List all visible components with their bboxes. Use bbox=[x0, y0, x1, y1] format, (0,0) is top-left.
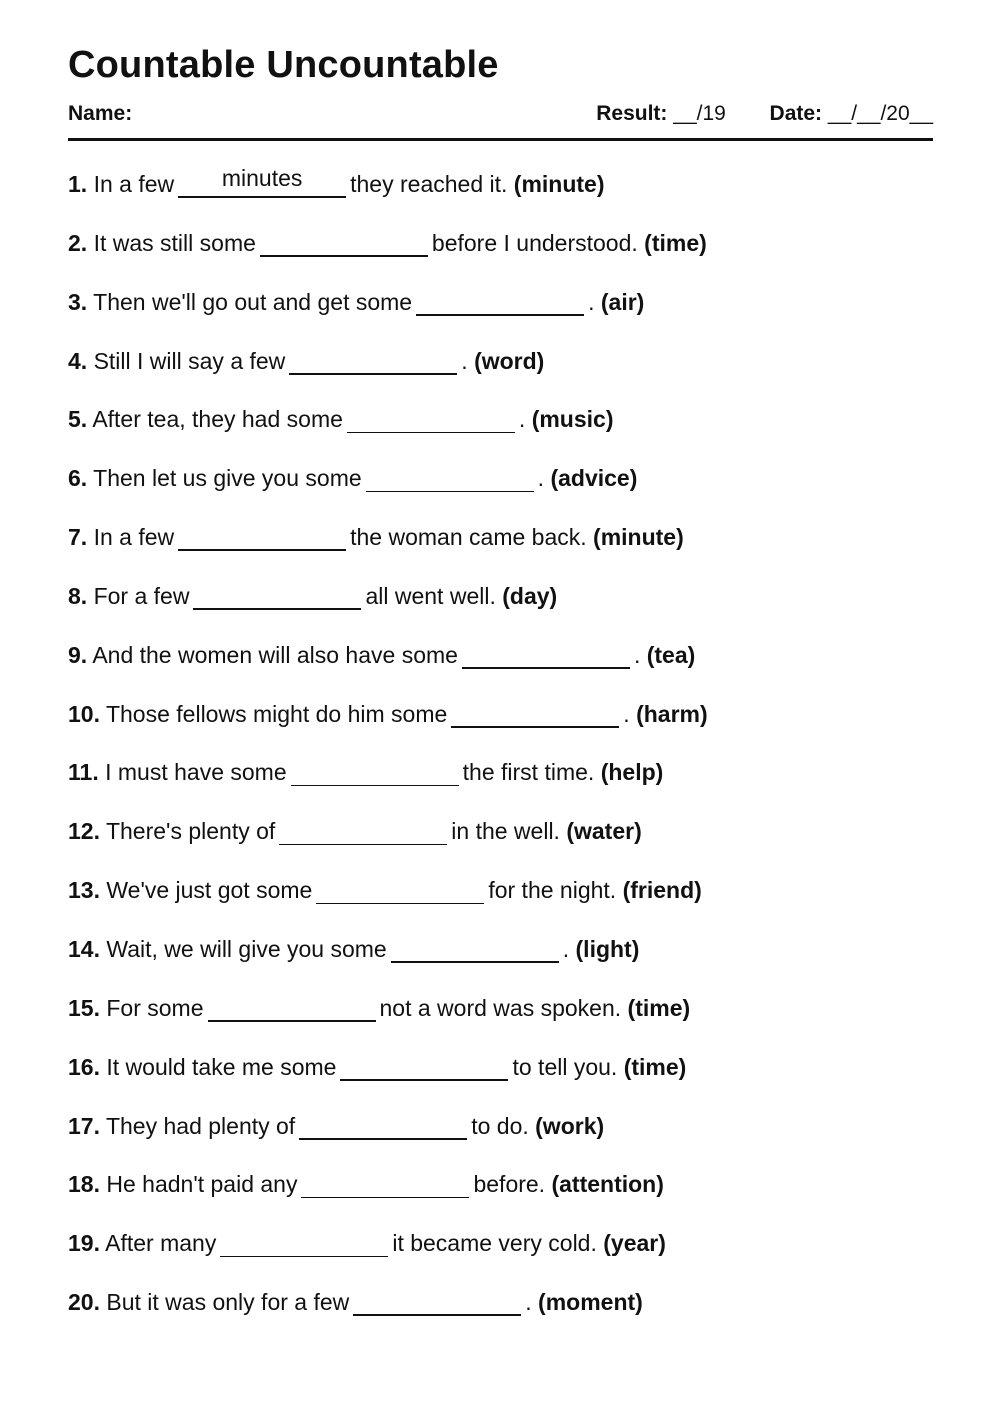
answer-blank[interactable] bbox=[220, 1231, 388, 1257]
question-number: 18. bbox=[68, 1171, 100, 1198]
question-hint: (word) bbox=[474, 347, 545, 374]
question-text-before: I must have some bbox=[105, 759, 287, 786]
question-text-after: for the night. bbox=[488, 877, 617, 904]
question-hint: (attention) bbox=[551, 1171, 664, 1198]
question-text-after: . bbox=[562, 935, 570, 962]
question-number: 11. bbox=[68, 759, 99, 786]
question-item bbox=[68, 1167, 933, 1226]
question-text-after: . bbox=[623, 700, 630, 727]
answer-blank[interactable] bbox=[178, 165, 346, 198]
answer-blank[interactable] bbox=[291, 760, 459, 786]
question-item bbox=[68, 167, 933, 226]
question-text-before: After many bbox=[105, 1230, 217, 1257]
question-item bbox=[68, 697, 933, 756]
question-text-after: all went well. bbox=[365, 582, 496, 609]
question-text-before: In a few bbox=[93, 524, 175, 551]
question-item bbox=[68, 579, 933, 638]
question-number: 20. bbox=[68, 1289, 100, 1316]
answer-blank[interactable] bbox=[353, 1290, 521, 1316]
question-hint: (help) bbox=[600, 759, 664, 786]
question-text-before: We've just got some bbox=[106, 877, 313, 904]
question-text-after: to tell you. bbox=[512, 1053, 618, 1080]
question-item bbox=[68, 226, 933, 285]
question-item bbox=[68, 344, 933, 403]
question-hint: (light) bbox=[575, 935, 640, 962]
answer-blank[interactable] bbox=[193, 584, 361, 610]
question-hint: (time) bbox=[623, 1053, 687, 1080]
question-text-after: in the well. bbox=[451, 818, 560, 845]
question-hint: (friend) bbox=[622, 877, 702, 904]
question-text-before: They had plenty of bbox=[105, 1112, 296, 1139]
question-item bbox=[68, 991, 933, 1050]
question-item bbox=[68, 1050, 933, 1109]
question-text-after: the woman came back. bbox=[350, 524, 587, 551]
question-text-before: For some bbox=[106, 994, 204, 1021]
answer-blank[interactable] bbox=[289, 349, 457, 375]
question-hint: (year) bbox=[603, 1230, 666, 1257]
worksheet-title: Countable Uncountable bbox=[68, 44, 499, 86]
question-hint: (air) bbox=[600, 288, 645, 315]
question-number: 7. bbox=[68, 524, 88, 551]
answer-blank[interactable] bbox=[451, 702, 619, 728]
question-number: 4. bbox=[68, 347, 88, 374]
question-text-after: they reached it. bbox=[350, 171, 508, 197]
result-date-group bbox=[596, 102, 933, 126]
question-item bbox=[68, 402, 933, 461]
question-hint: (water) bbox=[566, 818, 642, 845]
question-number: 15. bbox=[68, 994, 100, 1021]
answer-blank[interactable] bbox=[391, 937, 559, 963]
question-number: 16. bbox=[68, 1053, 100, 1080]
name-label: Name: bbox=[68, 102, 133, 125]
question-text-before: Then we'll go out and get some bbox=[93, 288, 413, 315]
question-text-before: After tea, they had some bbox=[92, 406, 343, 433]
question-text-after: . bbox=[518, 406, 526, 433]
question-text-before: But it was only for a few bbox=[106, 1289, 350, 1316]
answer-blank[interactable] bbox=[347, 407, 515, 433]
question-item bbox=[68, 1226, 933, 1285]
question-item bbox=[68, 932, 933, 991]
question-text-after: to do. bbox=[471, 1112, 529, 1139]
question-text-after: . bbox=[461, 347, 468, 374]
answer-blank[interactable] bbox=[279, 819, 447, 845]
question-text-after: . bbox=[525, 1289, 532, 1316]
result-label: Result: bbox=[596, 102, 668, 125]
question-text-after: . bbox=[588, 288, 595, 315]
question-item bbox=[68, 1109, 933, 1168]
answer-blank[interactable] bbox=[208, 996, 376, 1022]
question-number: 10. bbox=[68, 700, 100, 727]
answer-blank[interactable] bbox=[299, 1114, 467, 1140]
question-hint: (time) bbox=[644, 229, 707, 256]
question-item bbox=[68, 638, 933, 697]
question-hint: (minute) bbox=[593, 524, 684, 551]
question-number: 17. bbox=[68, 1112, 100, 1139]
date-label: Date: bbox=[769, 102, 823, 125]
question-text-before: Those fellows might do him some bbox=[105, 700, 448, 727]
answer-blank[interactable] bbox=[316, 878, 484, 904]
question-text-before: He hadn't paid any bbox=[106, 1171, 298, 1198]
question-text-after: . bbox=[537, 465, 545, 492]
question-number: 1. bbox=[68, 171, 88, 197]
question-text-before: Wait, we will give you some bbox=[106, 935, 387, 962]
answer-blank[interactable] bbox=[366, 466, 534, 492]
question-hint: (moment) bbox=[538, 1289, 643, 1316]
question-text-before: It would take me some bbox=[106, 1053, 337, 1080]
question-number: 6. bbox=[68, 465, 88, 492]
question-number: 13. bbox=[68, 877, 100, 904]
question-item bbox=[68, 755, 933, 814]
question-text-before: In a few bbox=[93, 171, 175, 197]
question-hint: (day) bbox=[502, 582, 558, 609]
question-number: 2. bbox=[68, 229, 88, 256]
question-item bbox=[68, 461, 933, 520]
question-item bbox=[68, 285, 933, 344]
answer-blank[interactable] bbox=[301, 1172, 469, 1198]
question-text-before: For a few bbox=[93, 582, 190, 609]
question-list bbox=[68, 167, 933, 1344]
question-number: 3. bbox=[68, 288, 88, 315]
question-hint: (music) bbox=[531, 406, 614, 433]
result-value: __/19 bbox=[673, 102, 726, 125]
question-hint: (time) bbox=[627, 994, 691, 1021]
answer-blank[interactable] bbox=[416, 290, 584, 316]
answer-text: minutes bbox=[221, 165, 303, 191]
date-value: __/__/20__ bbox=[827, 102, 933, 125]
question-hint: (minute) bbox=[513, 171, 605, 197]
question-number: 9. bbox=[68, 641, 88, 668]
question-text-after: the first time. bbox=[462, 759, 595, 786]
question-text-after: it became very cold. bbox=[392, 1230, 597, 1257]
question-text-before: There's plenty of bbox=[105, 818, 276, 845]
question-text-after: before. bbox=[473, 1171, 546, 1198]
question-text-before: It was still some bbox=[93, 229, 256, 256]
question-item bbox=[68, 520, 933, 579]
question-number: 8. bbox=[68, 582, 88, 609]
answer-blank[interactable] bbox=[178, 525, 346, 551]
question-hint: (harm) bbox=[636, 700, 708, 727]
question-text-after: before I understood. bbox=[431, 229, 638, 256]
question-text-before: Then let us give you some bbox=[93, 465, 362, 492]
question-number: 5. bbox=[68, 406, 88, 433]
header-row bbox=[68, 102, 933, 132]
answer-blank[interactable] bbox=[340, 1055, 508, 1081]
question-number: 19. bbox=[68, 1230, 100, 1257]
question-item bbox=[68, 814, 933, 873]
answer-blank[interactable] bbox=[260, 231, 428, 257]
header-divider bbox=[68, 138, 933, 141]
question-item bbox=[68, 1285, 933, 1344]
question-hint: (advice) bbox=[550, 465, 638, 492]
question-number: 12. bbox=[68, 818, 100, 845]
question-item bbox=[68, 873, 933, 932]
question-text-before: And the women will also have some bbox=[92, 641, 458, 668]
answer-blank[interactable] bbox=[462, 643, 630, 669]
question-number: 14. bbox=[68, 935, 100, 962]
question-text-after: . bbox=[633, 641, 641, 668]
question-hint: (work) bbox=[535, 1112, 605, 1139]
question-text-after: not a word was spoken. bbox=[379, 994, 622, 1021]
question-hint: (tea) bbox=[646, 641, 696, 668]
question-text-before: Still I will say a few bbox=[93, 347, 286, 374]
